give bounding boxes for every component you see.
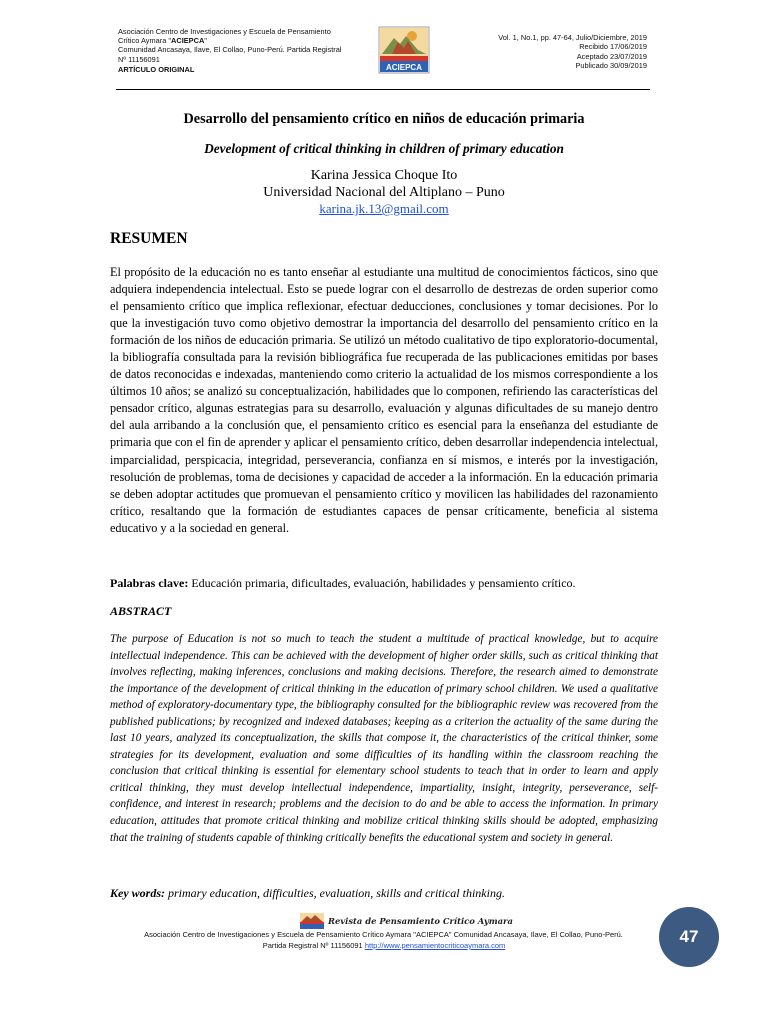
article-title-en: Development of critical thinking in children of primary education bbox=[204, 141, 564, 156]
author-affiliation: Universidad Nacional del Altiplano – Puno bbox=[263, 184, 505, 200]
author-block bbox=[0, 168, 768, 219]
journal-mini-logo bbox=[300, 913, 324, 929]
article-section: ARTÍCULO ORIGINAL bbox=[118, 64, 195, 74]
author-email-link[interactable]: karina.jk.13@gmail.com bbox=[319, 201, 449, 216]
keywords-en bbox=[110, 886, 658, 901]
org-address: Comunidad Ancasaya, Ilave, El Collao, Puno-Perú. Partida Registral bbox=[118, 45, 342, 55]
footer-registry-line: Partida Registral Nº 11156091 http://www.pensamientocriticoaymara.com bbox=[262, 941, 506, 950]
abstract-paragraph: The purpose of Education is not so much to teach the student a multitude of practical knowledge, but to acquire intellectual independence. This can be achieved with the development of higher order skills, such as critical thinking that involves reflecting, making inferences, conclusions and making decisions. Therefore, the research aimed to demonstrate the importance of the development of critical thinking in the education of primary school children. We used a qualitative method of exploratory-documentary type, the bibliography consulted for the bibliographic review was recovered from the published publications; by recognized and indexed databases; keeping as a criterion the actuality of the same during the last 10 years, analyzed its conceptualization, the skills that compose it, the characteristics of the critical thinker, some strategies for its development, evaluation and some difficulties of its handling within the classroom reaching the conclusion that critical thinking is essential for elementary school students to teach that in order to learn and apply critical thinking, they must develop intellectual independence, impartiality, insight, integrity, perseverance, self-confidence, and interest in research; problems and the decision to do and be able to access the information. In primary education, attitudes that promote critical thinking and mobilize critical thinking skills should be adopted, emphasizing that the training of students capable of thinking critically benefits the educational system and society in general. bbox=[110, 633, 658, 844]
header-divider bbox=[116, 89, 650, 90]
received-date: Recibido 17/06/2019 bbox=[579, 42, 647, 52]
footer-brand bbox=[300, 912, 513, 930]
logo-text: ACIEPCA bbox=[385, 63, 423, 72]
page-number-badge: 47 bbox=[659, 907, 719, 967]
footer-brand-text: Revista de Pensamiento Crítico Aymara bbox=[328, 916, 513, 926]
resumen-heading: RESUMEN bbox=[110, 230, 188, 247]
keywords-es-text: Educación primaria, dificultades, evaluación, habilidades y pensamiento crítico. bbox=[188, 576, 576, 590]
published-date: Publicado 30/09/2019 bbox=[575, 60, 647, 70]
org-registry: Nº 11156091 bbox=[118, 54, 160, 64]
abstract-heading: ABSTRACT bbox=[110, 604, 172, 618]
footer-org-line: Asociación Centro de Investigaciones y Escuela de Pensamiento Crítico Aymara "ACIEPCA" Comunidad Ancasaya, Ilave, El Collao, Puno-Perú. bbox=[144, 930, 623, 939]
footer-website-link[interactable]: http://www.pensamientocriticoaymara.com bbox=[364, 941, 506, 950]
keywords-es bbox=[110, 576, 658, 591]
publication-info bbox=[447, 33, 647, 70]
resumen-paragraph: El propósito de la educación no es tanto enseñar al estudiante una multitud de conocimientos fácticos, sino que adquiera independencia intelectual. Esto se puede lograr con el desarrollo de destrezas de orden superior como el pensamiento crítico que implica reflexionar, efectuar deducciones, conclusiones y tomar decisiones. Por lo que la investigación tuvo como objetivo demostrar la importancia del desarrollo del pensamiento crítico en la formación de los niños de educación primaria. Se utilizó un método cualitativo de tipo exploratorio-documental, la bibliografía consultada para la revisión bibliográfica fue recuperada de las publicaciones emitidas por bases de datos reconocidas e indexadas, manteniendo como criterio la actualidad de los mismos correspondiente a los últimos 10 años; se analizó su conceptualización, habilidades que lo componen, refiriendo las características del pensador crítico, algunas estrategias para su desarrollo, evaluación y algunas dificultades de su manejo dentro del aula arribando a la conclusión que, el pensamiento crítico es esencial para la enseñanza del estudiante de primaria que con el fin de aprender y aplicar el pensamiento crítico, deben desarrollar independencia intelectual, imparcialidad, perspicacia, integridad, perseverancia, confianza en sí mismos, e interés por la investigación, resolución de problemas, toma de decisiones y capacidad de acceder a la información. En la educación primaria se deben adoptar actitudes que promuevan el pensamiento crítico y movilicen las habilidades del razonamiento crítico, resaltando que la formación de estudiantes capaces de pensar críticamente, beneficia al sistema educativo y a la sociedad en general. bbox=[110, 265, 658, 535]
keywords-es-label: Palabras clave: bbox=[110, 576, 189, 590]
volume-info: Vol. 1, No.1, pp. 47-64, Julio/Diciembre, 2019 bbox=[498, 33, 647, 42]
journal-org-block bbox=[118, 27, 368, 74]
aciepca-logo bbox=[378, 26, 430, 74]
org-line-1: Asociación Centro de Investigaciones y Escuela de Pensamiento bbox=[118, 27, 331, 36]
article-title-es: Desarrollo del pensamiento crítico en niños de educación primaria bbox=[183, 111, 585, 127]
keywords-en-label: Key words: bbox=[110, 886, 165, 900]
keywords-en-text: primary education, difficulties, evaluation, skills and critical thinking. bbox=[165, 886, 505, 900]
author-name: Karina Jessica Choque Ito bbox=[310, 168, 458, 183]
org-line-2: Crítico Aymara "ACIEPCA" bbox=[118, 36, 207, 46]
accepted-date: Aceptado 23/07/2019 bbox=[576, 51, 647, 61]
